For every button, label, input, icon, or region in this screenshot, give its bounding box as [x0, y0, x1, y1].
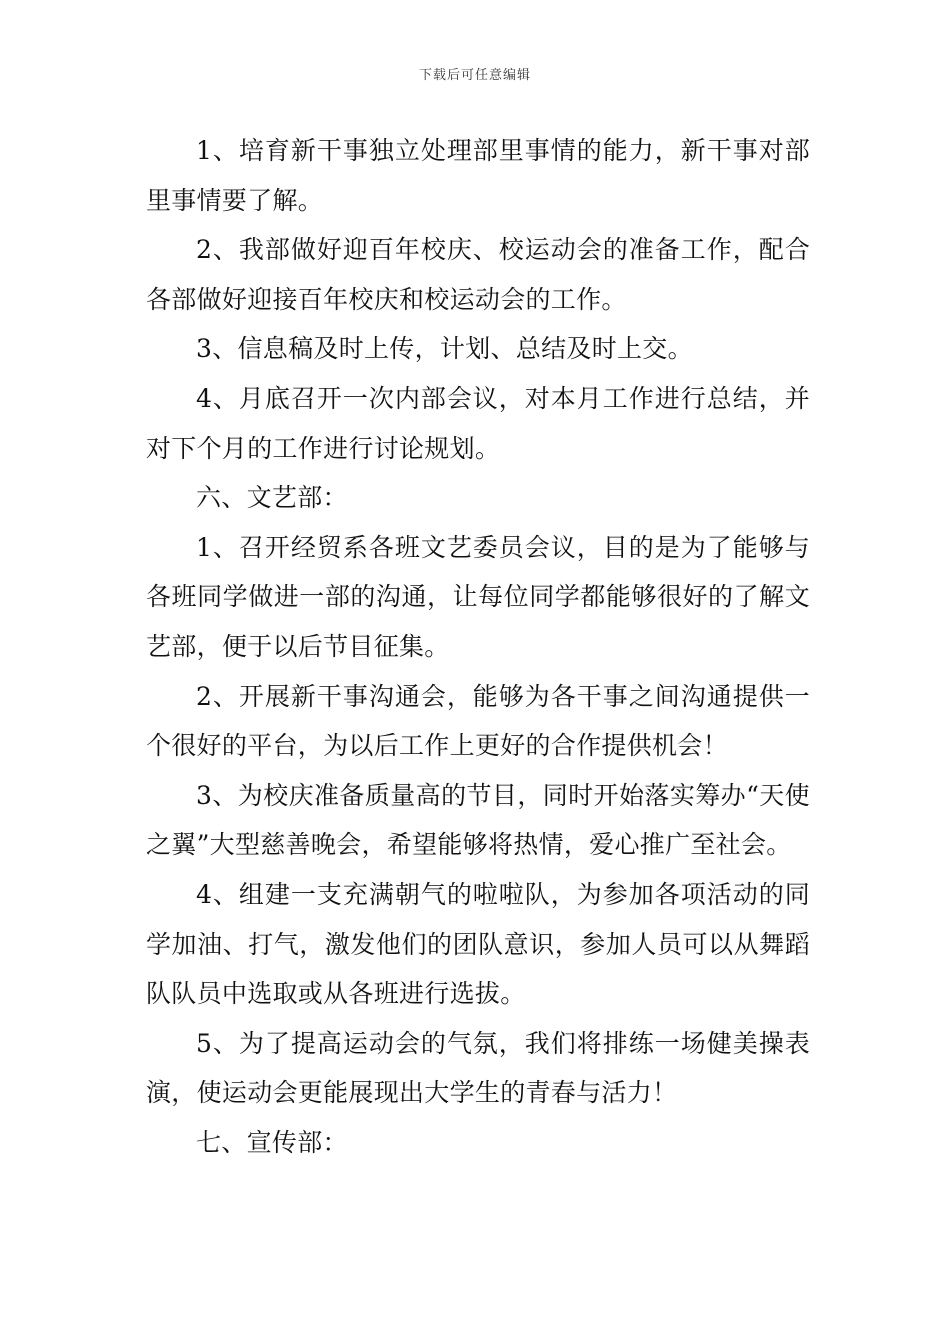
section-heading: 七、宣传部：: [196, 1127, 348, 1157]
paragraph: 3、为校庆准备质量高的节目，同时开始落实筹办“天使之翼”大型慈善晚会，希望能够将热情，爱心推广至社会。: [146, 780, 810, 860]
paragraph: 2、开展新干事沟通会，能够为各干事之间沟通提供一个很好的平台，为以后工作上更好的合作提供机会！: [146, 681, 810, 761]
paragraph: 4、月底召开一次内部会议，对本月工作进行总结，并对下个月的工作进行讨论规划。: [146, 383, 810, 463]
section-heading: 六、文艺部：: [196, 483, 348, 513]
paragraph: 5、为了提高运动会的气氛，我们将排练一场健美操表演，使运动会更能展现出大学生的青春与活力！: [146, 1028, 810, 1108]
document-body: [146, 126, 810, 1167]
paragraph: 1、召开经贸系各班文艺委员会议，目的是为了能够与各班同学做进一部的沟通，让每位同学都能够很好的了解文艺部，便于以后节目征集。: [146, 532, 810, 661]
paragraph: 3、信息稿及时上传，计划、总结及时上交。: [196, 334, 693, 364]
paragraph: 1、培育新干事独立处理部里事情的能力，新干事对部里事情要了解。: [146, 136, 810, 215]
paragraph: 4、组建一支充满朝气的啦啦队，为参加各项活动的同学加油、打气，激发他们的团队意识，参加人员可以从舞蹈队队员中选取或从各班进行选拔。: [146, 879, 810, 1009]
paragraph: 2、我部做好迎百年校庆、校运动会的准备工作，配合各部做好迎接百年校庆和校运动会的工作。: [146, 235, 810, 314]
page-header: 下载后可任意编辑: [418, 68, 531, 83]
